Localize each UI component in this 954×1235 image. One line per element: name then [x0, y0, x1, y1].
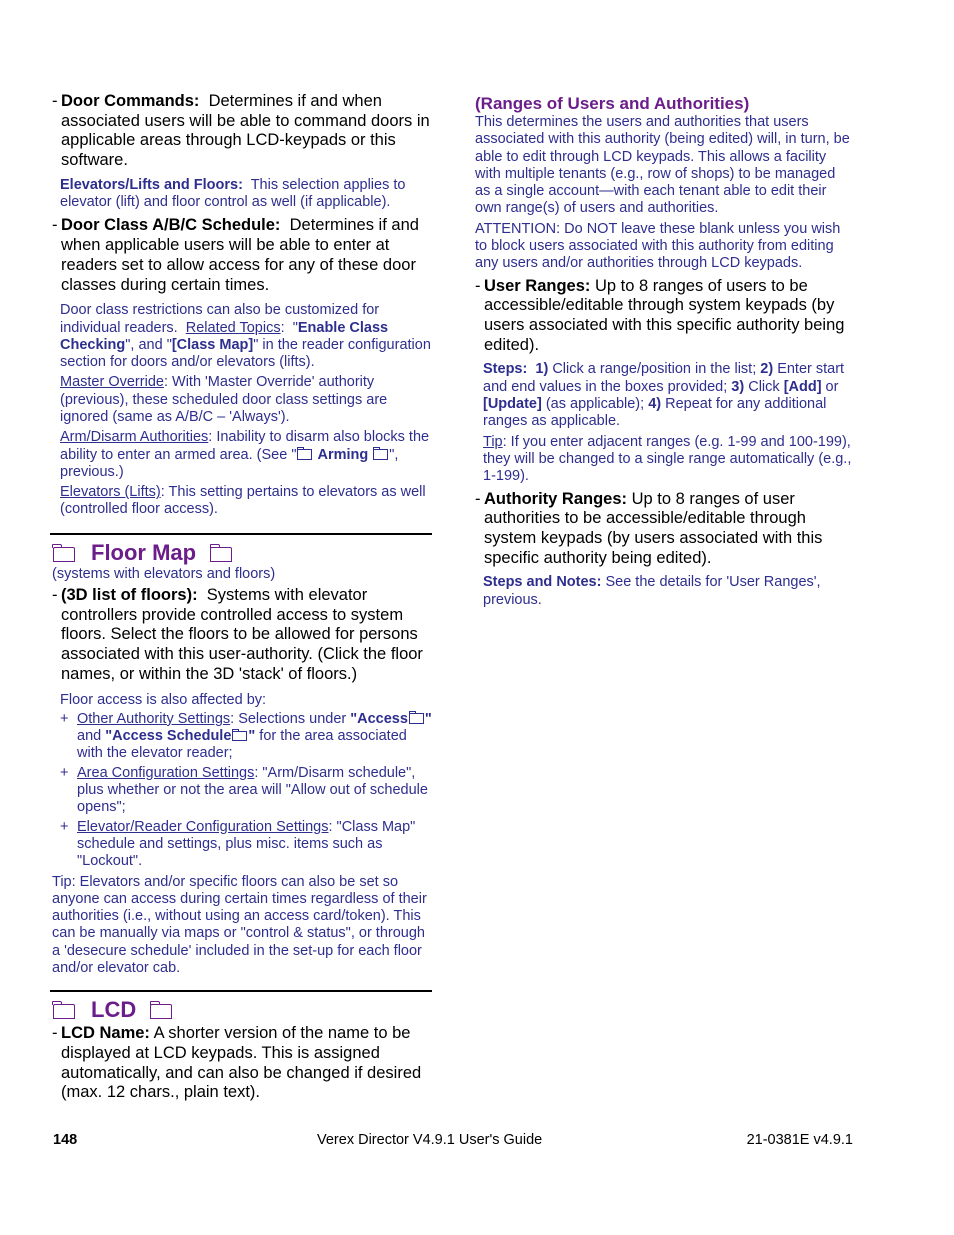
- floor-list-text: Systems with elevator controllers provide controlled access to system floors. Select the floors to be allowed for persons associated with this user-authority. (Click the floor names, or within the 3D 'stack' of floors.): [61, 586, 423, 683]
- arm-disarm-note: [50, 429, 432, 481]
- user-ranges-label: User Ranges:: [484, 276, 591, 295]
- authority-ranges-label: Authority Ranges:: [484, 489, 628, 508]
- section-divider: [50, 533, 432, 535]
- note-text: and: [77, 728, 106, 745]
- note-text: ": [248, 728, 256, 745]
- authority-ranges-text: Up to 8 ranges of user authorities to be accessible/editable through system keypads (by users associated with this specific authority being edited).: [484, 489, 823, 567]
- note-text: : "Arm/Disarm schedule", plus whether or not the area will "Allow out of schedule opens";: [77, 764, 428, 816]
- plus-bullet: +: [60, 710, 69, 727]
- floor-list-bullet: [50, 586, 432, 685]
- note-text: : Selections under: [230, 710, 351, 727]
- floor-map-heading: [50, 540, 432, 566]
- access-ref: "Access: [350, 710, 408, 727]
- step-number: 3): [731, 378, 745, 395]
- ranges-heading: (Ranges of Users and Authorities): [475, 94, 750, 113]
- steps-label: Steps:: [483, 361, 528, 378]
- folder-icon: [232, 731, 247, 742]
- page-number: 148: [53, 1132, 78, 1148]
- master-override-link[interactable]: Master Override: [60, 374, 164, 391]
- steps-note: [473, 361, 853, 430]
- ranges-tip: [473, 434, 853, 486]
- tip-link[interactable]: Tip: [483, 433, 503, 450]
- folder-icon: [53, 547, 75, 562]
- user-ranges-text: Up to 8 ranges of users to be accessible/editable through system keypads (by users associated with this specific authority being edited).: [484, 276, 845, 354]
- ranges-intro: This determines the users and authorities that users associated with this authority (being edited) will, in turn, be able to edit through LCD keypads. This allows a facility with multiple tenants (e.g., row of shops) to be managed as a single account—with each tenant able to edit their own range(s) of users and authorities.: [475, 114, 850, 217]
- ranges-attention: ATTENTION: Do NOT leave these blank unless you wish to block users associated with this authority from editing any users and/or authorities through LCD keypads.: [475, 220, 841, 272]
- related-topics-link[interactable]: Related Topics: [185, 319, 281, 336]
- note-text: :: [280, 319, 285, 336]
- note-text: : This setting pertains to elevators as well (controlled floor access).: [60, 484, 426, 518]
- bullet-dash: -: [52, 1024, 58, 1043]
- elevators-lifts-note: [50, 484, 432, 519]
- lcd-name-bullet: [50, 1024, 432, 1103]
- bullet-dash: -: [52, 216, 58, 235]
- note-text: Click: [744, 378, 784, 395]
- elevator-reader-configuration-link[interactable]: Elevator/Reader Configuration Settings: [77, 818, 329, 835]
- note-text: or: [821, 378, 839, 395]
- lcd-heading: [50, 997, 432, 1023]
- bullet-dash: -: [475, 276, 481, 295]
- folder-icon: [409, 713, 424, 724]
- enable-class-checking-ref: Enable Class Checking: [60, 319, 389, 353]
- user-ranges-bullet: [473, 277, 853, 356]
- authority-ranges-bullet: [473, 490, 853, 569]
- update-button-ref: [Update]: [483, 396, 542, 413]
- note-text: See the details for 'User Ranges', previous.: [483, 574, 821, 608]
- step-number: 1): [535, 361, 549, 378]
- step-number: 4): [648, 396, 662, 413]
- note-text: Repeat for any additional ranges as applicable.: [483, 396, 827, 430]
- other-authority-settings-link[interactable]: Other Authority Settings: [77, 710, 231, 727]
- right-column: [473, 94, 853, 609]
- bullet-dash: -: [52, 586, 58, 605]
- note-text: for the area associated with the elevator reader;: [77, 728, 407, 762]
- note-text: Click a range/position in the list;: [548, 361, 761, 378]
- plus-bullet: +: [60, 764, 69, 781]
- note-text: Enter start and end values in the boxes provided;: [483, 361, 845, 395]
- floor-access-affected: Floor access is also affected by:: [60, 691, 267, 708]
- floor-list-label: (3D list of floors):: [61, 586, 198, 605]
- bullet-dash: -: [52, 92, 58, 110]
- note-text: : If you enter adjacent ranges (e.g. 1-99 and 100-199), they will be changed to a single range automatically (e.g., 1-199).: [483, 433, 852, 485]
- folder-icon: [210, 547, 232, 562]
- steps-and-notes-label: Steps and Notes:: [483, 574, 602, 591]
- note-text: ", and ": [125, 336, 172, 353]
- door-commands-label: Door Commands:: [61, 92, 200, 110]
- guide-title: Verex Director V4.9.1 User's Guide: [317, 1132, 543, 1148]
- floor-map-title: Floor Map: [91, 539, 197, 565]
- plus-bullet: +: [60, 818, 69, 835]
- elevators-lifts-link[interactable]: Elevators (Lifts): [60, 484, 161, 501]
- access-schedule-ref: "Access Schedule: [105, 728, 232, 745]
- note-text: ": [292, 319, 298, 336]
- note-text: " in the reader configuration section for doors and/or elevators (lifts).: [60, 336, 431, 371]
- bullet-dash: -: [475, 489, 481, 508]
- add-button-ref: [Add]: [783, 378, 822, 395]
- class-map-ref: [Class Map]: [171, 336, 254, 353]
- folder-icon: [297, 449, 312, 460]
- left-column: [50, 92, 432, 1103]
- note-text: : Inability to disarm also blocks the ability to enter an armed area. (See ": [60, 429, 430, 463]
- section-divider: [50, 990, 432, 992]
- note-text: ", previous.): [60, 446, 399, 480]
- door-class-label: Door Class A/B/C Schedule:: [61, 216, 281, 235]
- lcd-title: LCD: [91, 997, 137, 1023]
- affected-item: [50, 819, 432, 871]
- folder-icon: [150, 1004, 172, 1019]
- master-override-note: [50, 374, 432, 426]
- arm-disarm-link[interactable]: Arm/Disarm Authorities: [60, 429, 209, 446]
- elevators-note-label: Elevators/Lifts and Floors:: [60, 176, 243, 193]
- page-footer: [53, 1132, 853, 1152]
- note-text: : With 'Master Override' authority (previous), these scheduled door class settings are ignored (same as A/B/C – 'Always').: [60, 374, 388, 425]
- door-commands-text: Determines if and when associated users will be able to command doors in applicable areas through LCD-keypads or this software.: [61, 92, 430, 170]
- floor-map-tip: Tip: Elevators and/or specific floors can also be set so anyone can access during certain times regardless of their authorities (i.e., without using an access card/token). This can be manually via maps or "control & status", or through a 'desecure schedule' included in the set-up for each floor and/or elevator cab.: [52, 873, 427, 977]
- step-number: 2): [760, 361, 774, 378]
- steps-and-notes: [473, 574, 853, 609]
- lcd-name-text: A shorter version of the name to be displayed at LCD keypads. This is assigned automatically, and can also be changed if desired (max. 12 chars., plain text).: [61, 1024, 422, 1102]
- folder-icon: [53, 1004, 75, 1019]
- affected-item: [50, 711, 432, 763]
- door-commands-bullet: [50, 92, 432, 171]
- door-class-note: [50, 302, 432, 371]
- lcd-name-label: LCD Name:: [61, 1024, 150, 1043]
- note-text: : "Class Map" schedule and settings, plus misc. items such as "Lockout".: [77, 818, 416, 870]
- folder-icon: [373, 449, 388, 460]
- note-text: (as applicable);: [541, 396, 649, 413]
- door-class-text: Determines if and when applicable users will be able to enter at readers set to allow access for any of these door classes during certain times.: [61, 216, 419, 294]
- area-configuration-settings-link[interactable]: Area Configuration Settings: [77, 764, 255, 781]
- door-class-bullet: [50, 216, 432, 295]
- affected-item: [50, 765, 432, 817]
- note-text: Door class restrictions can also be customized for individual readers.: [60, 302, 380, 336]
- elevators-note-text: This selection applies to elevator (lift) and floor control as well (if applicable).: [60, 176, 406, 211]
- note-text: ": [424, 710, 432, 727]
- arming-ref: Arming: [317, 446, 369, 463]
- elevators-note: [50, 177, 432, 212]
- document-number: 21-0381E v4.9.1: [746, 1132, 853, 1148]
- floor-map-subtitle: (systems with elevators and floors): [52, 565, 276, 582]
